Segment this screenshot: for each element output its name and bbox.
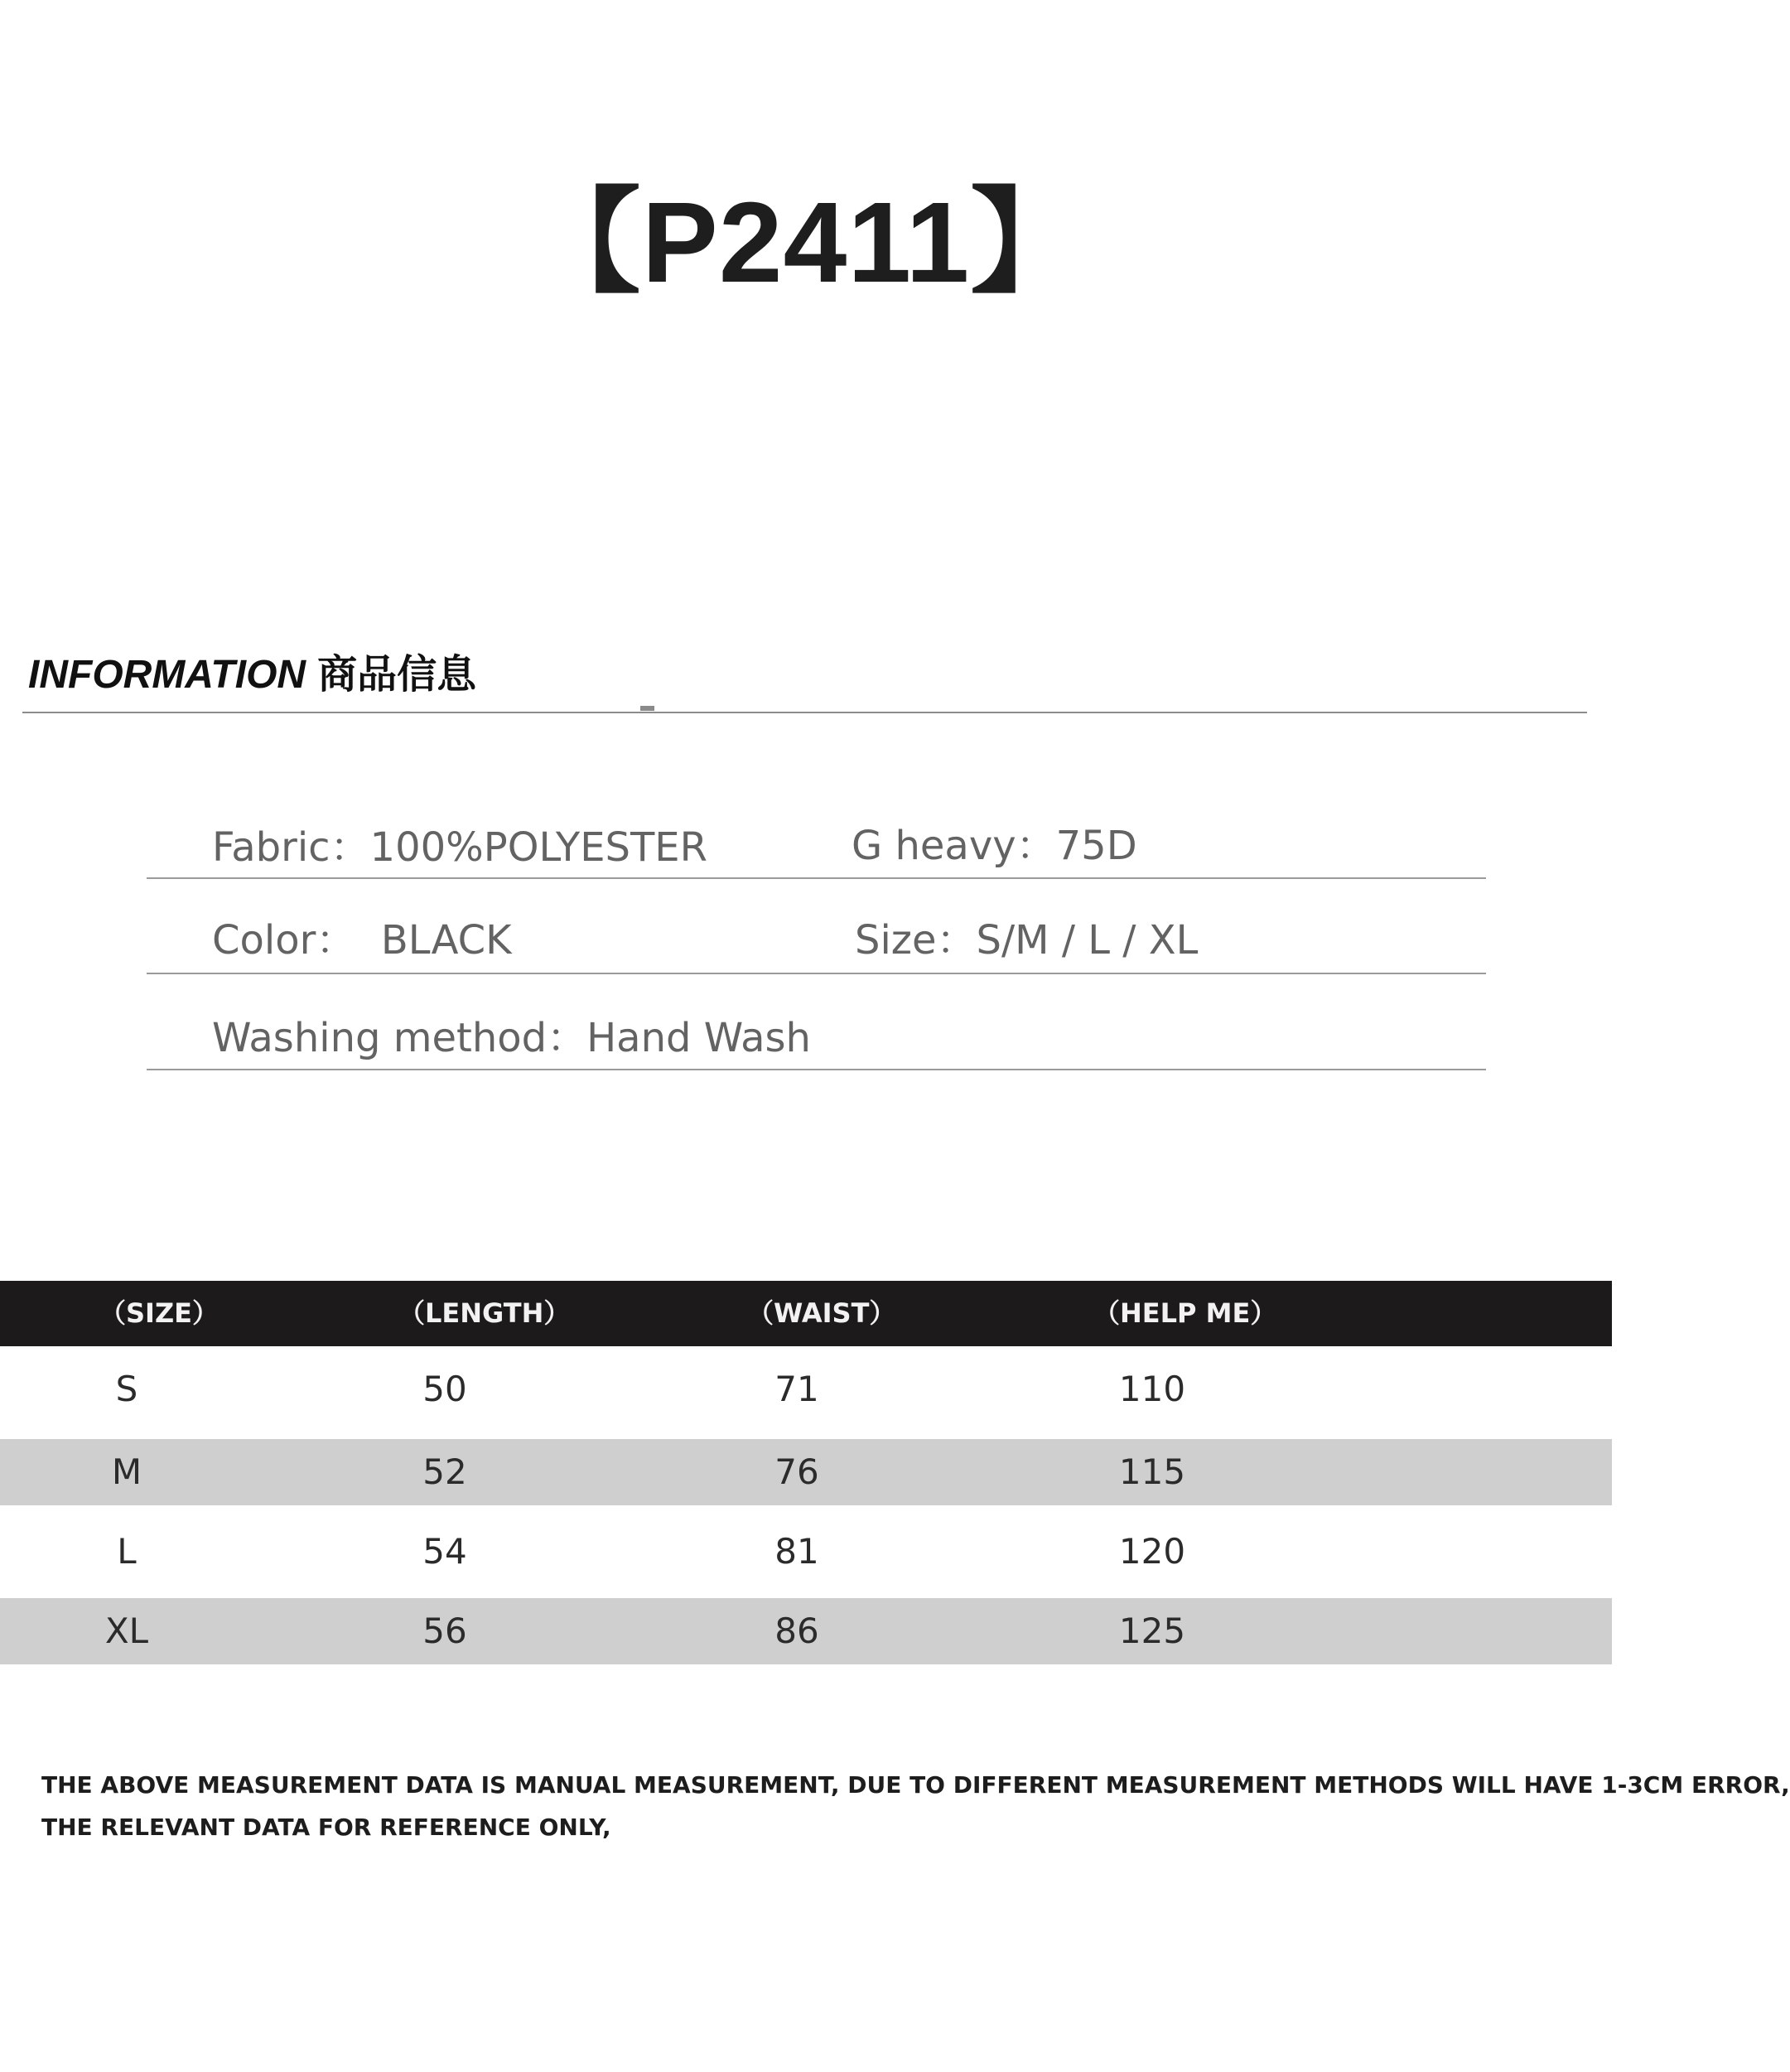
cell-waist: 86 (774, 1611, 819, 1651)
spec-divider (147, 1069, 1486, 1070)
column-header-help-me: （HELP ME） (1093, 1297, 1277, 1329)
information-heading-en: INFORMATION (28, 653, 306, 697)
cell-length: 52 (422, 1451, 467, 1492)
spec-divider (147, 973, 1486, 974)
information-heading (28, 651, 476, 698)
spec-washing-method: Washing method：Hand Wash (212, 1015, 811, 1061)
column-header-size: （SIZE） (99, 1297, 220, 1329)
cell-length: 54 (422, 1531, 467, 1572)
spec-divider (147, 877, 1486, 879)
cell-waist: 76 (774, 1451, 819, 1492)
table-row (0, 1598, 1612, 1664)
cell-help-me: 115 (1118, 1451, 1186, 1492)
information-heading-cn: 商品信息 (317, 651, 477, 698)
cell-help-me: 125 (1118, 1611, 1186, 1651)
spec-g-heavy: G heavy：75D (852, 823, 1137, 869)
table-row (0, 1519, 1612, 1585)
table-row (0, 1356, 1612, 1422)
cell-waist: 81 (774, 1531, 819, 1572)
cell-size: M (111, 1451, 142, 1492)
table-row (0, 1439, 1612, 1505)
information-divider-marker (640, 706, 654, 711)
cell-help-me: 120 (1118, 1531, 1186, 1572)
cell-help-me: 110 (1118, 1369, 1186, 1409)
cell-length: 56 (422, 1611, 467, 1651)
spec-fabric: Fabric：100%POLYESTER (212, 824, 707, 871)
cell-waist: 71 (774, 1369, 819, 1409)
cell-size: L (117, 1531, 137, 1572)
measurement-note-line-1: THE ABOVE MEASUREMENT DATA IS MANUAL MEASUREMENT, DUE TO DIFFERENT MEASUREMENT METHODS WILL HAVE 1-3CM ERROR, (41, 1771, 1790, 1799)
spec-size: Size：S/M / L / XL (855, 917, 1199, 964)
cell-size: S (115, 1369, 138, 1409)
size-table-header (0, 1281, 1612, 1346)
cell-size: XL (104, 1611, 149, 1651)
column-header-length: （LENGTH） (398, 1297, 571, 1329)
product-code-title: 【P2411】 (526, 179, 1086, 307)
spec-color: Color： BLACK (212, 917, 512, 964)
column-header-waist: （WAIST） (747, 1297, 896, 1329)
measurement-note-line-2: THE RELEVANT DATA FOR REFERENCE ONLY, (41, 1814, 611, 1841)
information-divider (22, 712, 1587, 713)
cell-length: 50 (422, 1369, 467, 1409)
